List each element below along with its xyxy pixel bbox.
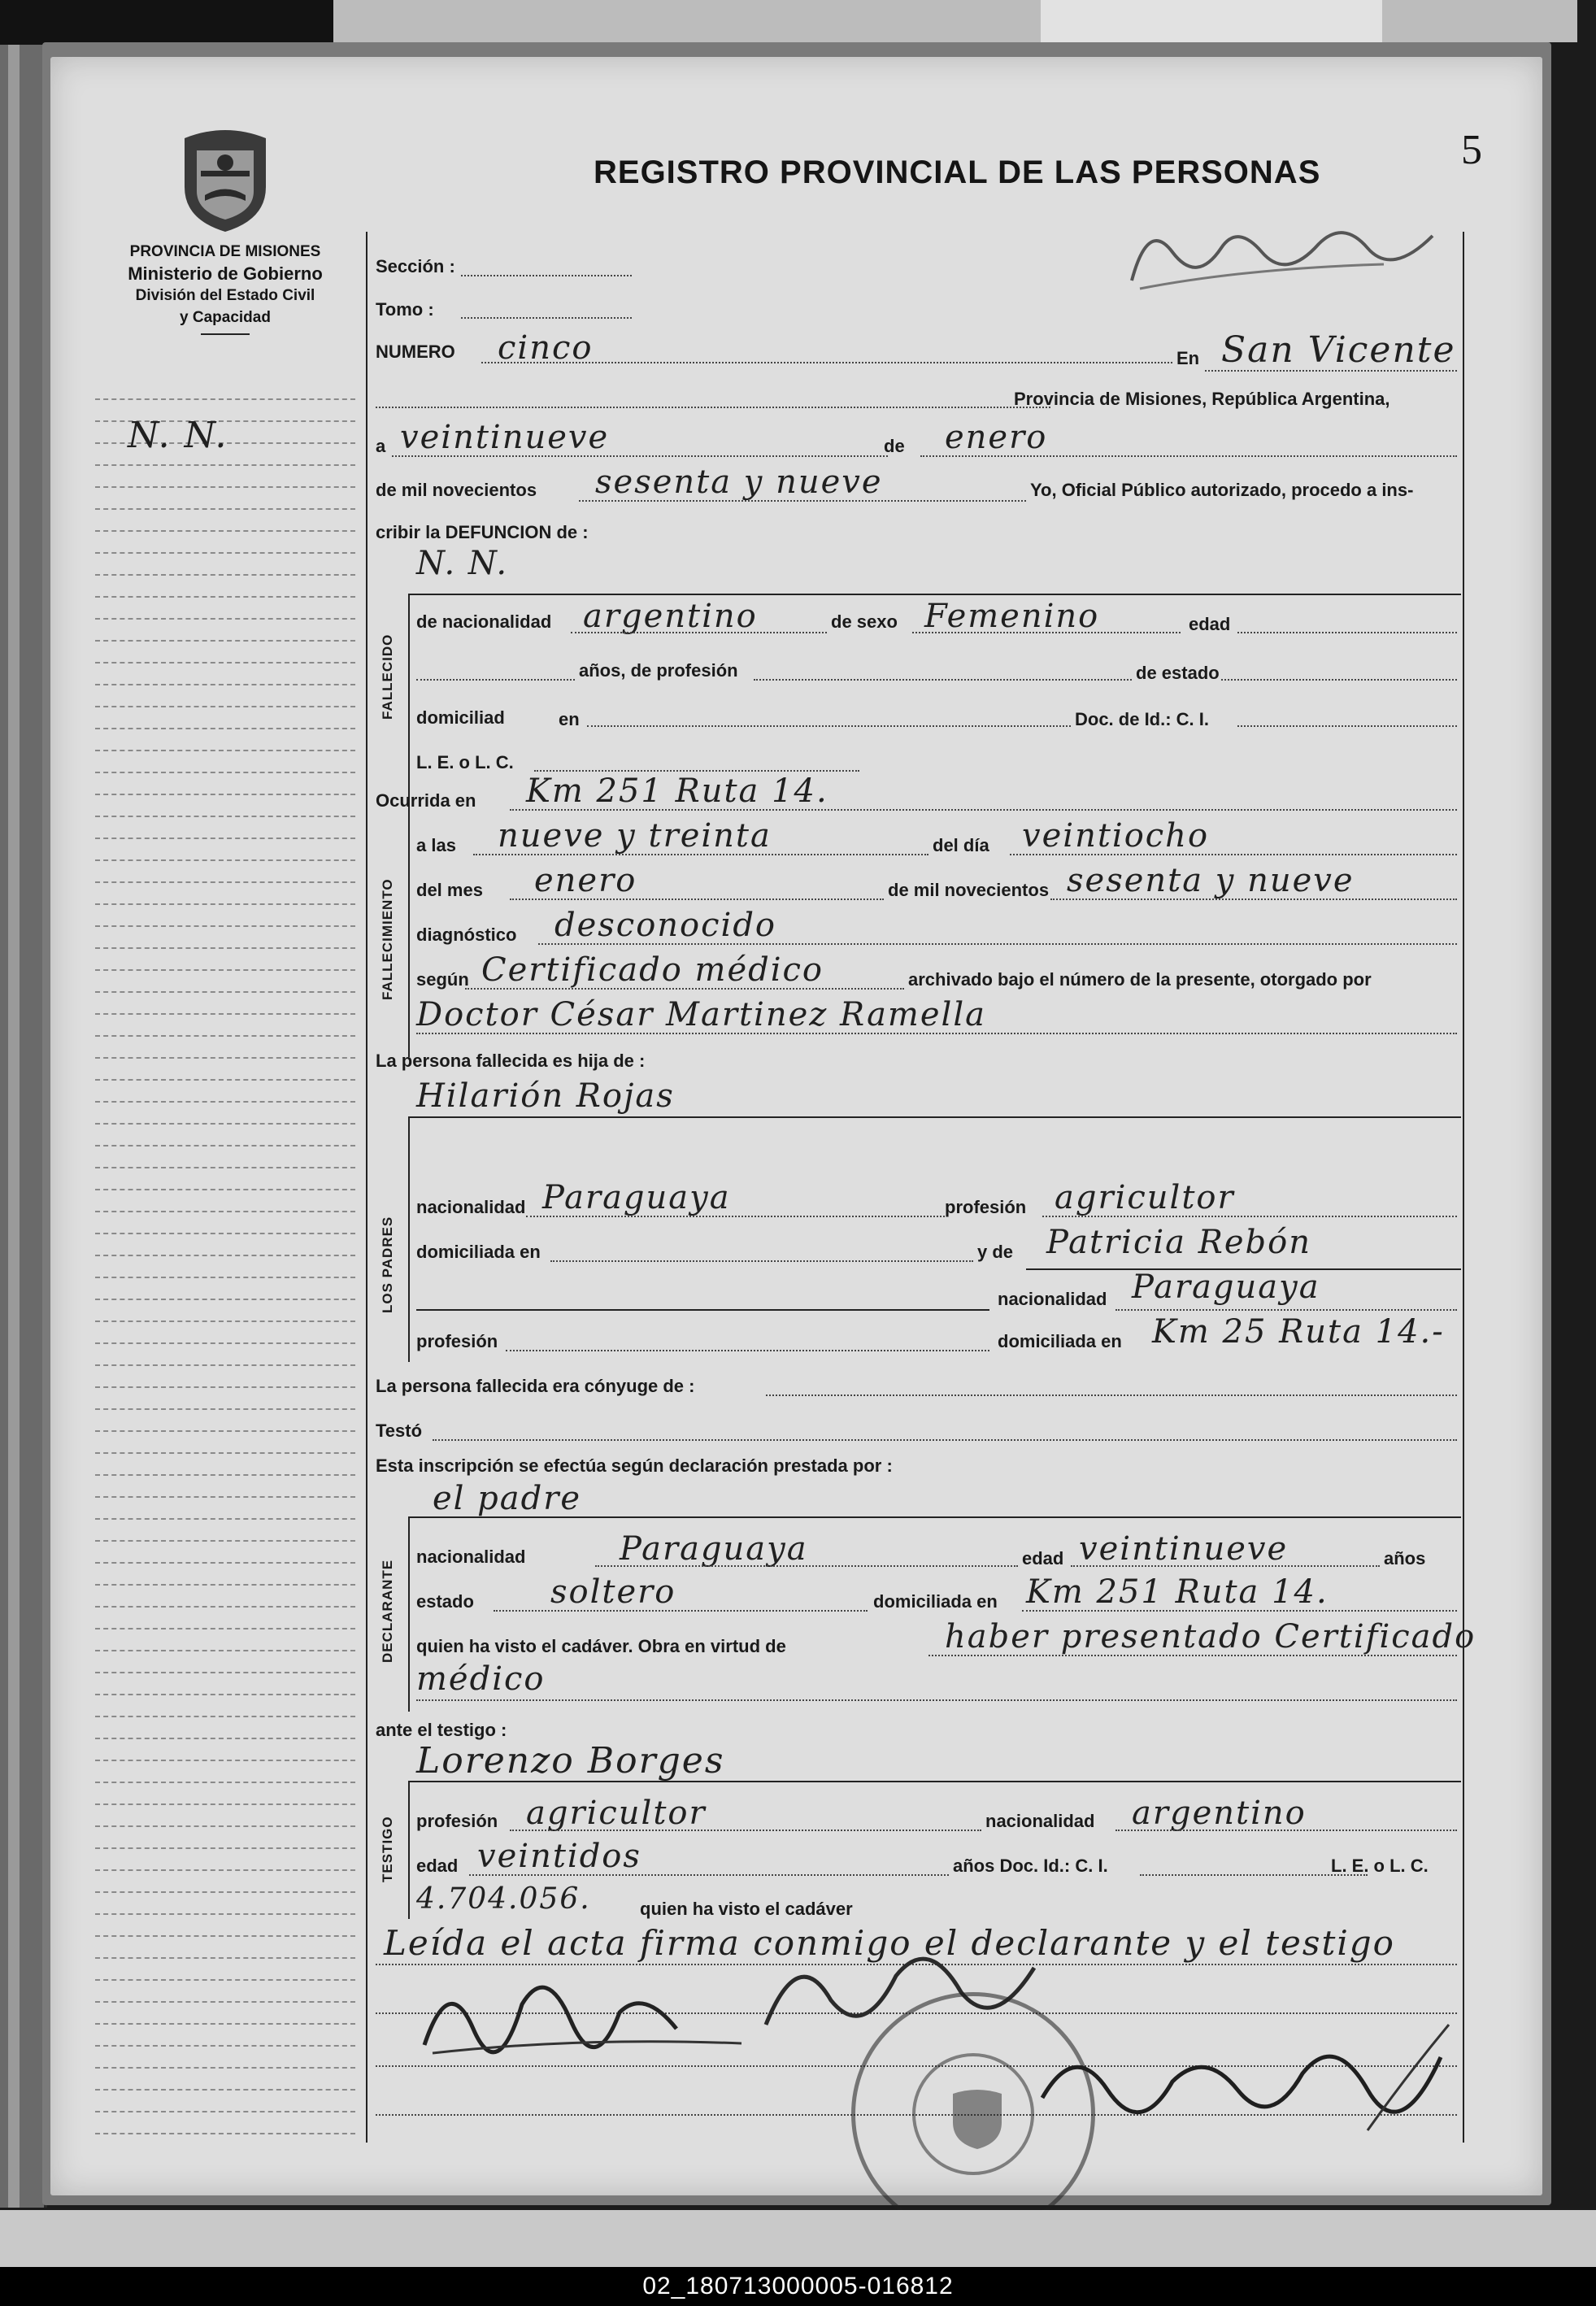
margin-ruled-line	[95, 2067, 355, 2069]
padre-nacionalidad-line	[526, 1216, 945, 1217]
margin-ruled-line	[95, 1738, 355, 1739]
declarante-cadaver-value-2: médico	[416, 1660, 546, 1698]
margin-ruled-line	[95, 1584, 355, 1586]
margin-ruled-line	[95, 947, 355, 949]
padre-name: Hilarión Rojas	[416, 1077, 675, 1115]
padre-domicilio-line	[550, 1260, 973, 1262]
ocurrida-line	[510, 809, 1457, 811]
testigo-name: Lorenzo Borges	[416, 1740, 725, 1782]
margin-ruled-line	[95, 1189, 355, 1190]
margin-ruled-line	[95, 1299, 355, 1300]
testigo-anios-label: años Doc. Id.: C. I.	[953, 1856, 1108, 1876]
a-las-value: nueve y treinta	[498, 817, 772, 855]
org-line-2: Ministerio de Gobierno	[128, 263, 323, 284]
otorgado-value: Doctor César Martinez Ramella	[416, 996, 986, 1033]
segun-label: según	[416, 969, 469, 990]
margin-ruled-line	[95, 1957, 355, 1959]
en-line	[1205, 370, 1457, 372]
margin-ruled-line	[95, 486, 355, 488]
scan-bottom-band	[0, 2210, 1596, 2267]
testo-label: Testó	[376, 1421, 423, 1441]
margin-ruled-line	[95, 1935, 355, 1937]
margin-ruled-line	[95, 1167, 355, 1168]
margin-ruled-line	[95, 1233, 355, 1234]
madre-nacionalidad-label: nacionalidad	[998, 1289, 1107, 1309]
declarante-signature	[416, 1956, 758, 2061]
mes-line	[920, 455, 1457, 457]
numero-label: NUMERO	[376, 342, 455, 362]
margin-ruled-line	[95, 1079, 355, 1081]
margin-ruled-line	[95, 2001, 355, 2003]
ocurrida-label: Ocurrida en	[376, 790, 476, 811]
margin-ruled-line	[95, 618, 355, 620]
del-dia-value: veintiocho	[1022, 817, 1210, 855]
ante-testigo-label: ante el testigo :	[376, 1720, 507, 1740]
del-mes-value: enero	[534, 862, 637, 899]
register-page	[50, 57, 1542, 2195]
official-seal-stamp	[851, 1992, 1095, 2236]
testigo-nacionalidad-value: argentino	[1132, 1795, 1307, 1832]
declarante-domicilio-label: domiciliada en	[873, 1591, 998, 1612]
margin-ruled-line	[95, 662, 355, 664]
margin-ruled-line	[95, 1145, 355, 1146]
madre-nacionalidad-line	[1115, 1309, 1457, 1311]
margin-ruled-line	[95, 1101, 355, 1103]
edad-label: edad	[1189, 614, 1231, 634]
margin-ruled-line	[95, 398, 355, 400]
margin-ruled-line	[95, 1650, 355, 1651]
binding-edge	[8, 45, 20, 2208]
margin-ruled-line	[95, 1825, 355, 1827]
margin-ruled-line	[95, 1430, 355, 1432]
edad-line	[1237, 632, 1457, 633]
margin-ruled-line	[95, 925, 355, 927]
registrar-signature-top	[1124, 203, 1449, 301]
margin-ruled-line	[95, 1386, 355, 1388]
declarante-edad-value: veintinueve	[1079, 1530, 1289, 1568]
margin-ruled-line	[95, 1452, 355, 1454]
margin-ruled-line	[95, 1474, 355, 1476]
testo-line	[433, 1439, 1457, 1441]
padre-name-line	[408, 1116, 1461, 1118]
testigo-nacionalidad-label: nacionalidad	[985, 1811, 1095, 1831]
declarante-edad-label: edad	[1022, 1548, 1064, 1569]
scan-top-highlight	[1041, 0, 1382, 42]
a-las-line	[473, 854, 928, 855]
fallecimiento-mil-label: de mil novecientos	[888, 880, 1050, 900]
declarante-name-line	[408, 1516, 1461, 1518]
org-line-1: PROVINCIA DE MISIONES	[129, 243, 321, 260]
seccion-line	[461, 275, 632, 276]
diagnostico-value: desconocido	[554, 907, 777, 944]
testigo-doc-value: 4.704.056.	[416, 1882, 591, 1916]
margin-ruled-line	[95, 991, 355, 993]
margin-ruled-line	[95, 1628, 355, 1629]
padre-profesion-value: agricultor	[1055, 1179, 1235, 1216]
madre-blank-line	[416, 1309, 989, 1311]
seal-crest-icon	[945, 2086, 1010, 2151]
sexo-label: de sexo	[831, 611, 898, 632]
madre-profesion-line	[506, 1350, 989, 1351]
en-label: En	[1176, 348, 1200, 368]
le-label: L. E. o L. C.	[416, 752, 514, 772]
margin-ruled-line	[95, 794, 355, 795]
provincia-line: Provincia de Misiones, República Argentina,	[1014, 389, 1390, 409]
org-underline	[201, 333, 250, 335]
margin-ruled-line	[95, 838, 355, 839]
margin-ruled-line	[95, 859, 355, 861]
declarante-name: el padre	[433, 1480, 582, 1517]
declarante-section-label: DECLARANTE	[380, 1559, 395, 1663]
diagnostico-line	[538, 943, 1457, 945]
madre-nacionalidad-value: Paraguaya	[1132, 1268, 1320, 1306]
fallecimiento-mil-value: sesenta y nueve	[1067, 862, 1355, 899]
margin-ruled-line	[95, 1562, 355, 1564]
del-mes-label: del mes	[416, 880, 483, 900]
margin-note: N. N.	[128, 415, 228, 456]
oficial-text: Yo, Oficial Público autorizado, procedo a ins-	[1030, 480, 1414, 500]
testigo-bracket	[408, 1781, 410, 1919]
padres-bracket	[408, 1116, 410, 1362]
del-dia-line	[1010, 854, 1457, 855]
declarante-domicilio-value: Km 251 Ruta 14.	[1026, 1573, 1329, 1611]
margin-ruled-line	[95, 1979, 355, 1981]
margin-ruled-line	[95, 1694, 355, 1695]
ocurrida-value: Km 251 Ruta 14.	[526, 772, 828, 810]
padre-domicilio-label: domiciliada en	[416, 1242, 541, 1262]
provincial-crest-icon	[168, 126, 282, 236]
fallecimiento-section-label: FALLECIMIENTO	[380, 878, 395, 1000]
declarante-estado-line	[494, 1610, 868, 1612]
fallecido-section-label: FALLECIDO	[380, 633, 395, 720]
scan-top-strip	[333, 0, 1577, 42]
a-line	[392, 455, 888, 457]
anios-profesion-label: años, de profesión	[579, 660, 738, 681]
page-title: REGISTRO PROVINCIAL DE LAS PERSONAS	[594, 154, 1321, 190]
margin-ruled-line	[95, 1342, 355, 1344]
testigo-edad-value: veintidos	[477, 1838, 641, 1875]
fallecido-name-line	[408, 594, 1461, 595]
margin-ruled-line	[95, 1057, 355, 1059]
anio-line	[579, 500, 1026, 502]
fallecido-name: N. N.	[416, 545, 509, 582]
declarante-cadaver-value: haber presentado Certificado	[945, 1618, 1476, 1656]
madre-profesion-label: profesión	[416, 1331, 498, 1351]
madre-domicilio-label: domiciliada en	[998, 1331, 1122, 1351]
org-line-4: y Capacidad	[180, 309, 271, 326]
domicilio-line	[587, 725, 1071, 727]
del-dia-label: del día	[933, 835, 989, 855]
le-line	[534, 770, 859, 772]
madre-name: Patricia Rebón	[1046, 1224, 1311, 1261]
margin-ruled-line	[95, 1277, 355, 1278]
margin-ruled-line	[95, 574, 355, 576]
blank-line-1	[376, 407, 1050, 408]
margin-ruled-line	[95, 1803, 355, 1805]
padres-section-label: LOS PADRES	[380, 1216, 395, 1313]
margin-ruled-line	[95, 1364, 355, 1366]
margin-ruled-line	[95, 596, 355, 598]
fall-nacionalidad-label: de nacionalidad	[416, 611, 552, 632]
margin-ruled-line	[95, 1013, 355, 1015]
del-mes-line	[510, 898, 884, 900]
a-label: a	[376, 436, 386, 456]
fallecimiento-bracket	[408, 821, 410, 1057]
margin-ruled-line	[95, 1255, 355, 1256]
margin-ruled-line	[95, 1518, 355, 1520]
a-las-label: a las	[416, 835, 456, 855]
declarante-cadaver-label: quien ha visto el cadáver. Obra en virtud de	[416, 1636, 786, 1656]
margin-ruled-line	[95, 464, 355, 466]
declarante-anios-label: años	[1384, 1548, 1426, 1569]
segun-value: Certificado médico	[481, 951, 824, 989]
margin-ruled-line	[95, 903, 355, 905]
en-value: San Vicente	[1221, 329, 1456, 371]
image-caption: 02_180713000005-016812	[0, 2267, 1596, 2306]
hija-label: La persona fallecida es hija de :	[376, 1051, 646, 1071]
mes-value: enero	[945, 419, 1048, 456]
sexo-line	[912, 632, 1181, 633]
margin-ruled-line	[95, 1123, 355, 1125]
testigo-section-label: TESTIGO	[380, 1816, 395, 1882]
margin-ruled-line	[95, 750, 355, 751]
testigo-profesion-line	[510, 1830, 981, 1831]
margin-ruled-line	[95, 706, 355, 707]
margin-ruled-line	[95, 1913, 355, 1915]
de-label: de	[884, 436, 905, 456]
margin-ruled-line	[95, 1672, 355, 1673]
margin-ruled-line	[95, 508, 355, 510]
a-value: veintinueve	[400, 419, 610, 456]
margin-ruled-line	[95, 969, 355, 971]
margin-ruled-line	[95, 728, 355, 729]
margin-ruled-line	[95, 1408, 355, 1410]
sidebar-org	[79, 241, 372, 335]
margin-ruled-line	[95, 2045, 355, 2047]
margin-ruled-line	[95, 1891, 355, 1893]
declarante-nacionalidad-label: nacionalidad	[416, 1547, 526, 1567]
testigo-cadaver-label: quien ha visto el cadáver	[640, 1899, 853, 1919]
margin-ruled-line	[95, 2111, 355, 2112]
margin-ruled-line	[95, 1496, 355, 1498]
fallecimiento-mil-line	[1050, 898, 1457, 900]
tomo-label: Tomo :	[376, 299, 434, 320]
closing-text: Leída el acta firma conmigo el declarante y el testigo	[384, 1923, 1395, 1963]
sexo-value: Femenino	[924, 598, 1100, 635]
margin-ruled-line	[95, 772, 355, 773]
declarante-estado-label: estado	[416, 1591, 474, 1612]
testigo-edad-label: edad	[416, 1856, 459, 1876]
estado-label: de estado	[1136, 663, 1220, 683]
doc-label: Doc. de Id.: C. I.	[1075, 709, 1210, 729]
scan-top-shadow	[0, 0, 333, 49]
testigo-profesion-value: agricultor	[526, 1795, 707, 1832]
anios-pre-line	[416, 679, 575, 681]
margin-ruled-line	[95, 1211, 355, 1212]
margin-ruled-line	[95, 1321, 355, 1322]
padre-profesion-label: profesión	[945, 1197, 1027, 1217]
margin-ruled-line	[95, 2089, 355, 2091]
margin-ruled-line	[95, 1540, 355, 1542]
declarante-nacionalidad-value: Paraguaya	[620, 1530, 808, 1568]
margin-ruled-line	[95, 552, 355, 554]
declarante-bracket	[408, 1516, 410, 1712]
madre-domicilio-value: Km 25 Ruta 14.-	[1152, 1313, 1445, 1351]
page-number: 5	[1461, 127, 1482, 173]
testigo-le-label: L. E. o L. C.	[1331, 1856, 1429, 1876]
margin-ruled-line	[95, 2133, 355, 2134]
margin-ruled-line	[95, 1847, 355, 1849]
declarante-nacionalidad-line	[595, 1565, 1018, 1567]
testigo-profesion-label: profesión	[416, 1811, 498, 1831]
margin-ruled-line	[95, 530, 355, 532]
book-binding	[0, 45, 47, 2208]
testigo-edad-line	[469, 1874, 949, 1876]
margin-ruled-line	[95, 2023, 355, 2025]
otorgado-line	[416, 1033, 1457, 1034]
y-de-label: y de	[977, 1242, 1014, 1262]
conyuge-line	[766, 1394, 1457, 1396]
doc-line	[1237, 725, 1457, 727]
declarante-domicilio-line	[1022, 1610, 1457, 1612]
padre-nacionalidad-value: Paraguaya	[542, 1179, 731, 1216]
margin-ruled-line	[95, 1782, 355, 1783]
padre-profesion-line	[1042, 1216, 1457, 1217]
margin-ruled-line	[95, 1869, 355, 1871]
margin-ruled-line	[95, 1716, 355, 1717]
margin-ruled-line	[95, 816, 355, 817]
declarante-edad-line	[1071, 1565, 1380, 1567]
diagnostico-label: diagnóstico	[416, 925, 517, 945]
anio-value: sesenta y nueve	[595, 463, 883, 501]
domicilio-en-label: en	[559, 709, 580, 729]
segun-line	[465, 988, 904, 990]
right-border	[1463, 232, 1464, 2143]
mil-label: de mil novecientos	[376, 480, 537, 500]
conyuge-label: La persona fallecida era cónyuge de :	[376, 1376, 695, 1396]
margin-ruled-line	[95, 1606, 355, 1608]
profesion-line	[754, 679, 1132, 681]
margin-ruled-line	[95, 640, 355, 642]
fall-nacionalidad-line	[571, 632, 827, 633]
declarante-estado-value: soltero	[550, 1573, 676, 1611]
margin-divider	[366, 232, 367, 2143]
margin-ruled-line	[95, 881, 355, 883]
declarante-cadaver-line-2	[416, 1699, 1457, 1701]
numero-line	[481, 362, 1172, 363]
org-line-3: División del Estado Civil	[135, 287, 315, 304]
margin-ruled-line	[95, 1760, 355, 1761]
estado-line	[1221, 679, 1457, 681]
testigo-name-line	[408, 1781, 1461, 1782]
inscribir-text: cribir la DEFUNCION de :	[376, 522, 589, 542]
archivado-text: archivado bajo el número de la presente, otorgado por	[908, 969, 1372, 990]
margin-ruled-line	[95, 1035, 355, 1037]
padre-nacionalidad-label: nacionalidad	[416, 1197, 526, 1217]
tomo-line	[461, 317, 632, 319]
seccion-label: Sección :	[376, 256, 455, 276]
domicilio-label: domiciliad	[416, 707, 505, 728]
declarante-cadaver-line	[928, 1655, 1457, 1656]
fall-nacionalidad-value: argentino	[583, 598, 758, 635]
numero-value: cinco	[498, 329, 594, 367]
testigo-nacionalidad-line	[1115, 1830, 1457, 1831]
margin-ruled-line	[95, 684, 355, 685]
inscripcion-label: Esta inscripción se efectúa según declaración prestada por :	[376, 1455, 893, 1476]
